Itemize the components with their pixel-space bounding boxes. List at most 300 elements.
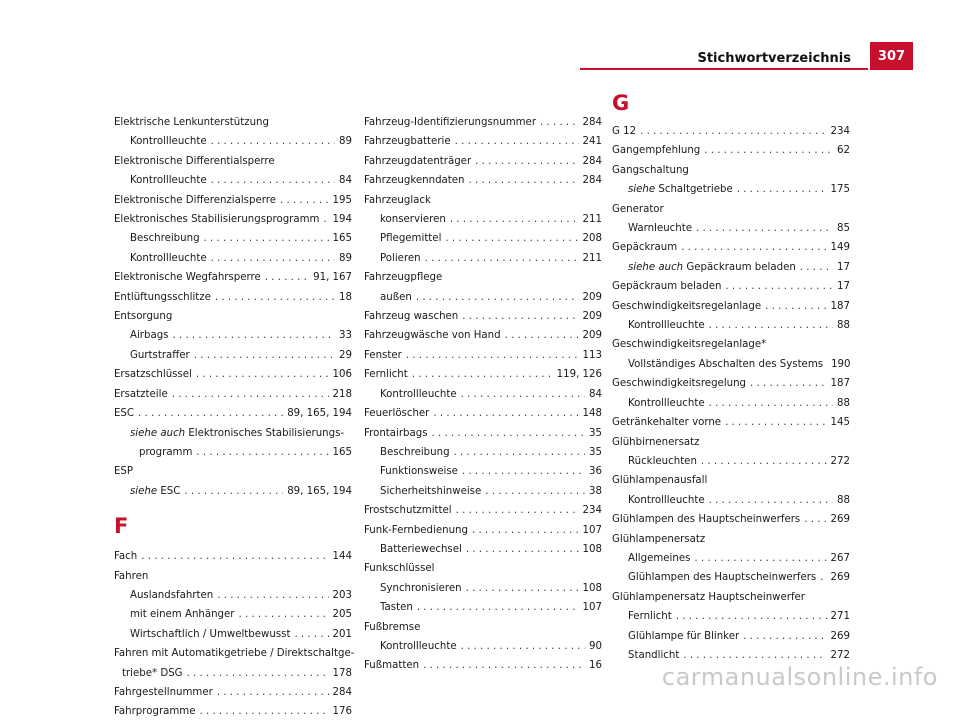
page-reference[interactable]: 178 xyxy=(332,667,352,679)
leader-dots xyxy=(217,683,329,702)
index-term: Gepäckraum beladen xyxy=(612,281,722,293)
index-entry xyxy=(612,238,850,277)
leader-dots xyxy=(445,229,578,248)
index-line xyxy=(114,424,352,443)
leader-dots xyxy=(211,132,335,151)
page-reference[interactable]: 203 xyxy=(332,589,352,601)
page-reference[interactable]: 29 xyxy=(339,349,352,361)
index-term: Glühlampen des Hauptscheinwerfers xyxy=(628,572,817,584)
leader-dots xyxy=(696,219,833,238)
leader-dots xyxy=(280,191,329,210)
index-line xyxy=(114,210,352,229)
index-term: Pflegemittel xyxy=(380,233,442,245)
index-term: Beschreibung xyxy=(130,233,200,245)
index-column-1 xyxy=(114,113,355,722)
page-reference[interactable]: 144 xyxy=(332,551,352,563)
index-entry xyxy=(114,152,352,191)
index-line xyxy=(114,567,352,586)
index-term: Funk-Fernbedienung xyxy=(364,524,468,536)
index-term: Entsorgung xyxy=(114,311,173,323)
index-term: Fahrzeugpflege xyxy=(364,272,443,284)
index-line xyxy=(364,404,602,423)
index-line xyxy=(612,471,850,490)
page-reference[interactable]: 89 xyxy=(339,136,352,148)
page-reference[interactable]: 107 xyxy=(582,524,602,536)
page-reference[interactable]: 176 xyxy=(332,706,352,718)
see-reference: siehe auch xyxy=(130,427,189,439)
leader-dots xyxy=(194,346,335,365)
index-line xyxy=(612,433,850,452)
index-term: Kontrollleuchte xyxy=(380,388,457,400)
index-term: Geschwindigkeitsregelanlage* xyxy=(612,339,767,351)
page-reference[interactable]: 84 xyxy=(589,388,602,400)
index-term: Polieren xyxy=(380,252,421,264)
index-entry xyxy=(612,588,850,666)
page-reference[interactable]: 234 xyxy=(582,505,602,517)
page-reference[interactable]: 165 xyxy=(332,446,352,458)
leader-dots xyxy=(709,491,833,510)
page-reference[interactable]: 16 xyxy=(589,660,602,672)
page-reference[interactable]: 149 xyxy=(830,242,850,254)
index-term: Kontrollleuchte xyxy=(130,252,207,264)
index-term: Fahrzeuglack xyxy=(364,194,431,206)
index-term: programm xyxy=(139,446,193,458)
index-entry xyxy=(364,559,602,617)
index-term: Kontrollleuchte xyxy=(130,136,207,148)
index-term: Glühlampenausfall xyxy=(612,475,708,487)
page-reference[interactable]: 85 xyxy=(837,223,850,235)
index-entry xyxy=(364,132,602,151)
page-reference[interactable]: 194 xyxy=(332,214,352,226)
index-term: Glühlampenersatz Hauptscheinwerfer xyxy=(612,591,805,603)
index-entry xyxy=(364,521,602,560)
index-entry xyxy=(114,547,352,566)
page-reference[interactable]: 38 xyxy=(589,485,602,497)
page-reference[interactable]: 33 xyxy=(339,330,352,342)
index-line xyxy=(612,122,850,141)
index-line xyxy=(114,586,352,605)
section-letter: F xyxy=(114,514,129,539)
page-reference[interactable]: 209 xyxy=(582,330,602,342)
page-reference[interactable]: 88 xyxy=(837,494,850,506)
page-reference[interactable]: 205 xyxy=(332,609,352,621)
page-reference[interactable]: 208 xyxy=(582,233,602,245)
index-term: konservieren xyxy=(380,214,446,226)
page-reference[interactable]: 89, 165, 194 xyxy=(287,485,352,497)
index-term: Kontrollleuchte xyxy=(130,175,207,187)
index-line xyxy=(364,598,602,617)
index-term: Gangempfehlung xyxy=(612,145,701,157)
index-entry xyxy=(364,152,602,171)
index-term: Kontrollleuchte xyxy=(628,320,705,332)
page-reference[interactable]: 17 xyxy=(837,261,850,273)
leader-dots xyxy=(743,627,826,646)
index-line xyxy=(114,443,352,462)
leader-dots xyxy=(725,413,826,432)
index-line xyxy=(612,316,850,335)
index-entry xyxy=(114,385,352,404)
index-term: ESC xyxy=(114,408,135,420)
index-line xyxy=(114,404,352,423)
page-reference[interactable]: 108 xyxy=(582,543,602,555)
index-term: Ersatzteile xyxy=(114,388,168,400)
page-reference[interactable]: 119, 126 xyxy=(556,369,602,381)
index-term: Vollständiges Abschalten des Systems xyxy=(628,358,824,370)
index-line xyxy=(114,702,352,721)
index-entry xyxy=(114,702,352,721)
index-line xyxy=(612,607,850,626)
index-term: Elektronische Wegfahrsperre xyxy=(114,272,261,284)
page-reference[interactable]: 195 xyxy=(332,194,352,206)
index-line xyxy=(364,152,602,171)
leader-dots xyxy=(423,656,585,675)
index-line xyxy=(364,365,602,384)
index-term: Glühlampen des Hauptscheinwerfers xyxy=(612,514,801,526)
index-entry xyxy=(114,307,352,365)
index-entry xyxy=(114,567,352,645)
index-line xyxy=(114,605,352,624)
page-reference[interactable]: 145 xyxy=(830,417,850,429)
index-entry xyxy=(612,433,850,472)
page-reference[interactable]: 241 xyxy=(582,136,602,148)
index-term: ESP xyxy=(114,466,134,478)
index-line xyxy=(364,521,602,540)
index-entry xyxy=(364,424,602,502)
leader-dots xyxy=(485,482,585,501)
page-reference[interactable]: 187 xyxy=(830,300,850,312)
index-line xyxy=(364,191,602,210)
index-entry xyxy=(114,268,352,287)
index-term: Entlüftungsschlitze xyxy=(114,291,211,303)
index-term: Fernlicht xyxy=(364,369,408,381)
leader-dots xyxy=(704,141,833,160)
index-line xyxy=(612,141,850,160)
index-term: Fach xyxy=(114,551,138,563)
index-line xyxy=(114,482,352,501)
leader-dots xyxy=(433,404,578,423)
index-term: Fahrgestellnummer xyxy=(114,686,213,698)
leader-dots xyxy=(184,482,283,501)
index-term: Fahrzeugkenndaten xyxy=(364,175,465,187)
index-line xyxy=(364,171,602,190)
index-entry xyxy=(364,326,602,345)
index-term: Auslandsfahrten xyxy=(130,589,214,601)
page-reference[interactable]: 17 xyxy=(837,281,850,293)
index-line xyxy=(612,549,850,568)
page-reference[interactable]: 209 xyxy=(582,291,602,303)
page-reference[interactable]: 209 xyxy=(582,311,602,323)
see-reference: siehe xyxy=(628,184,659,196)
leader-dots xyxy=(461,385,585,404)
index-line xyxy=(114,229,352,248)
page-reference[interactable]: 284 xyxy=(582,155,602,167)
index-line xyxy=(114,152,352,171)
index-term: Kontrollleuchte xyxy=(628,397,705,409)
index-line xyxy=(364,132,602,151)
leader-dots xyxy=(461,637,585,656)
page-reference[interactable]: 272 xyxy=(830,649,850,661)
page-reference[interactable]: 284 xyxy=(582,117,602,128)
index-line xyxy=(364,501,602,520)
index-line xyxy=(612,277,850,296)
section-letter: G xyxy=(612,91,630,115)
leader-dots xyxy=(432,424,586,443)
index-line xyxy=(364,424,602,443)
page-reference[interactable]: 35 xyxy=(589,427,602,439)
leader-dots xyxy=(323,210,328,229)
index-entry xyxy=(114,191,352,210)
leader-dots xyxy=(406,346,579,365)
page-reference[interactable]: 187 xyxy=(830,378,850,390)
index-line xyxy=(612,510,850,529)
leader-dots xyxy=(466,579,579,598)
index-entry xyxy=(114,644,355,683)
index-line xyxy=(364,637,602,656)
index-entry xyxy=(612,335,850,374)
see-reference: siehe auch xyxy=(628,261,687,273)
leader-dots xyxy=(676,607,827,626)
see-reference: siehe xyxy=(130,485,161,497)
index-term: Synchronisieren xyxy=(380,582,462,594)
index-term: Fahrzeug waschen xyxy=(364,311,459,323)
index-line xyxy=(612,355,850,374)
leader-dots xyxy=(196,365,329,384)
index-entry xyxy=(364,191,602,269)
page-reference[interactable]: 269 xyxy=(830,630,850,642)
leader-dots xyxy=(425,249,579,268)
index-entry xyxy=(612,297,850,336)
index-term: Funkschlüssel xyxy=(364,563,435,575)
index-line xyxy=(364,113,602,132)
page-reference[interactable]: 108 xyxy=(582,582,602,594)
index-term: Geschwindigkeitsregelung xyxy=(612,378,747,390)
index-term: G 12 xyxy=(612,126,637,137)
leader-dots xyxy=(141,547,328,566)
index-term: Glühbirnenersatz xyxy=(612,436,700,448)
index-line xyxy=(612,627,850,646)
index-entry xyxy=(612,277,850,296)
index-term: Standlicht xyxy=(628,649,680,661)
page-reference[interactable]: 88 xyxy=(837,397,850,409)
index-term: siehe auch Gepäckraum beladen xyxy=(628,261,796,273)
index-line xyxy=(114,171,352,190)
index-entry xyxy=(114,288,352,307)
index-line xyxy=(612,374,850,393)
index-entry xyxy=(364,501,602,520)
index-term: Elektronisches Stabilisierungsprogramm xyxy=(114,214,320,226)
index-line xyxy=(114,365,352,384)
index-term: Warnleuchte xyxy=(628,223,693,235)
page-reference[interactable]: 234 xyxy=(830,126,850,137)
index-term: Frontairbags xyxy=(364,427,428,439)
index-term: Generator xyxy=(612,203,664,215)
index-line xyxy=(612,200,850,219)
index-term: Fahrprogramme xyxy=(114,706,196,718)
page-reference[interactable]: 218 xyxy=(332,388,352,400)
index-line xyxy=(114,132,352,151)
index-term: Feuerlöscher xyxy=(364,408,430,420)
page-reference[interactable]: 272 xyxy=(830,455,850,467)
index-line xyxy=(612,568,850,587)
index-line xyxy=(364,229,602,248)
index-line xyxy=(612,180,850,199)
index-line xyxy=(364,443,602,462)
page-reference[interactable]: 175 xyxy=(830,184,850,196)
index-term: Elektrische Lenkunterstützung xyxy=(114,117,269,128)
index-term: Tasten xyxy=(380,602,413,614)
leader-dots xyxy=(200,702,329,721)
index-entry xyxy=(364,346,602,365)
leader-dots xyxy=(750,374,827,393)
leader-dots xyxy=(765,297,826,316)
page-reference[interactable]: 190 xyxy=(831,358,851,370)
index-term: Glühlampe für Blinker xyxy=(628,630,740,642)
index-entry xyxy=(364,656,602,675)
index-line xyxy=(114,113,352,132)
index-term: Fahren mit Automatikgetriebe / Direktschaltge- xyxy=(114,648,355,660)
leader-dots xyxy=(505,326,579,345)
watermark: carmanualsonline.info xyxy=(661,663,938,691)
index-term: Airbags xyxy=(130,330,169,342)
index-entry xyxy=(114,683,352,702)
index-term: Fahrzeugbatterie xyxy=(364,136,451,148)
index-term: siehe ESC xyxy=(130,485,181,497)
leader-dots xyxy=(215,288,335,307)
index-line xyxy=(612,219,850,238)
index-term: Fahren xyxy=(114,570,149,582)
index-term: Ersatzschlüssel xyxy=(114,369,192,381)
index-entry xyxy=(612,530,850,588)
index-line xyxy=(364,482,602,501)
header-rule xyxy=(580,68,868,70)
page-reference[interactable]: 62 xyxy=(837,145,850,157)
index-line xyxy=(612,530,850,549)
index-term: Geschwindigkeitsregelanlage xyxy=(612,300,762,312)
index-term: Gangschaltung xyxy=(612,164,689,176)
index-line xyxy=(364,210,602,229)
index-line xyxy=(612,413,850,432)
index-term: Glühlampenersatz xyxy=(612,533,706,545)
leader-dots xyxy=(466,540,579,559)
index-term: Fußbremse xyxy=(364,621,421,633)
page-reference[interactable]: 89, 165, 194 xyxy=(287,408,352,420)
index-line xyxy=(612,258,850,277)
page-reference[interactable]: 90 xyxy=(589,640,602,652)
index-line xyxy=(612,297,850,316)
leader-dots xyxy=(475,152,578,171)
page-reference[interactable]: 148 xyxy=(582,408,602,420)
leader-dots xyxy=(454,443,585,462)
leader-dots xyxy=(211,171,335,190)
page-reference[interactable]: 88 xyxy=(837,320,850,332)
index-term: Batteriewechsel xyxy=(380,543,462,555)
index-line xyxy=(612,452,850,471)
leader-dots xyxy=(412,365,553,384)
leader-dots xyxy=(469,171,579,190)
page-reference[interactable]: 201 xyxy=(332,628,352,640)
index-entry xyxy=(364,618,602,657)
index-entry xyxy=(612,161,850,200)
index-entry xyxy=(114,365,352,384)
index-line xyxy=(612,394,850,413)
index-line xyxy=(364,288,602,307)
index-line xyxy=(364,326,602,345)
leader-dots xyxy=(472,521,579,540)
page-reference[interactable]: 35 xyxy=(589,446,602,458)
leader-dots xyxy=(187,664,329,683)
leader-dots xyxy=(725,277,833,296)
index-term: Funktionsweise xyxy=(380,466,458,478)
page-reference[interactable]: 267 xyxy=(830,552,850,564)
page-reference[interactable]: 211 xyxy=(582,214,602,226)
leader-dots xyxy=(456,501,579,520)
leader-dots xyxy=(265,268,309,287)
index-term: Sicherheitshinweise xyxy=(380,485,482,497)
leader-dots xyxy=(416,288,579,307)
leader-dots xyxy=(238,605,328,624)
page-reference[interactable]: 284 xyxy=(582,175,602,187)
index-line xyxy=(114,268,352,287)
leader-dots xyxy=(709,394,833,413)
index-line xyxy=(114,326,352,345)
leader-dots xyxy=(640,122,826,141)
page-reference[interactable]: 89 xyxy=(339,252,352,264)
index-column-2 xyxy=(364,113,602,676)
index-entry xyxy=(364,268,602,307)
leader-dots xyxy=(196,443,328,462)
index-line xyxy=(364,268,602,287)
index-line xyxy=(114,307,352,326)
index-entry xyxy=(612,200,850,239)
page-reference[interactable]: 113 xyxy=(582,349,602,361)
index-entry xyxy=(114,113,352,152)
page-reference[interactable]: 18 xyxy=(339,291,352,303)
page-reference[interactable]: 36 xyxy=(589,466,602,478)
index-term: Fahrzeugdatenträger xyxy=(364,155,472,167)
page-reference[interactable]: 271 xyxy=(830,611,850,623)
index-entry xyxy=(114,462,352,501)
index-line xyxy=(364,249,602,268)
leader-dots xyxy=(204,229,329,248)
index-line xyxy=(114,346,352,365)
index-entry xyxy=(364,365,602,404)
index-entry xyxy=(364,113,602,132)
leader-dots xyxy=(701,452,827,471)
index-entry xyxy=(612,471,850,510)
index-term: Fenster xyxy=(364,349,402,361)
index-entry xyxy=(612,374,850,413)
leader-dots xyxy=(800,258,833,277)
index-line xyxy=(114,288,352,307)
index-term: Fußmatten xyxy=(364,660,420,672)
page-reference[interactable]: 269 xyxy=(830,514,850,526)
page-reference[interactable]: 211 xyxy=(582,252,602,264)
index-line xyxy=(114,462,352,481)
index-line xyxy=(114,625,352,644)
page-reference[interactable]: 106 xyxy=(332,369,352,381)
page-reference[interactable]: 84 xyxy=(339,175,352,187)
page-reference[interactable]: 91, 167 xyxy=(313,272,352,284)
page-reference[interactable]: 165 xyxy=(332,233,352,245)
index-line xyxy=(364,385,602,404)
page-reference[interactable]: 269 xyxy=(830,572,850,584)
index-line xyxy=(114,664,352,683)
index-term: Gurtstraffer xyxy=(130,349,190,361)
page-reference[interactable]: 284 xyxy=(332,686,352,698)
page-reference[interactable]: 107 xyxy=(582,602,602,614)
leader-dots xyxy=(450,210,579,229)
index-line xyxy=(364,579,602,598)
